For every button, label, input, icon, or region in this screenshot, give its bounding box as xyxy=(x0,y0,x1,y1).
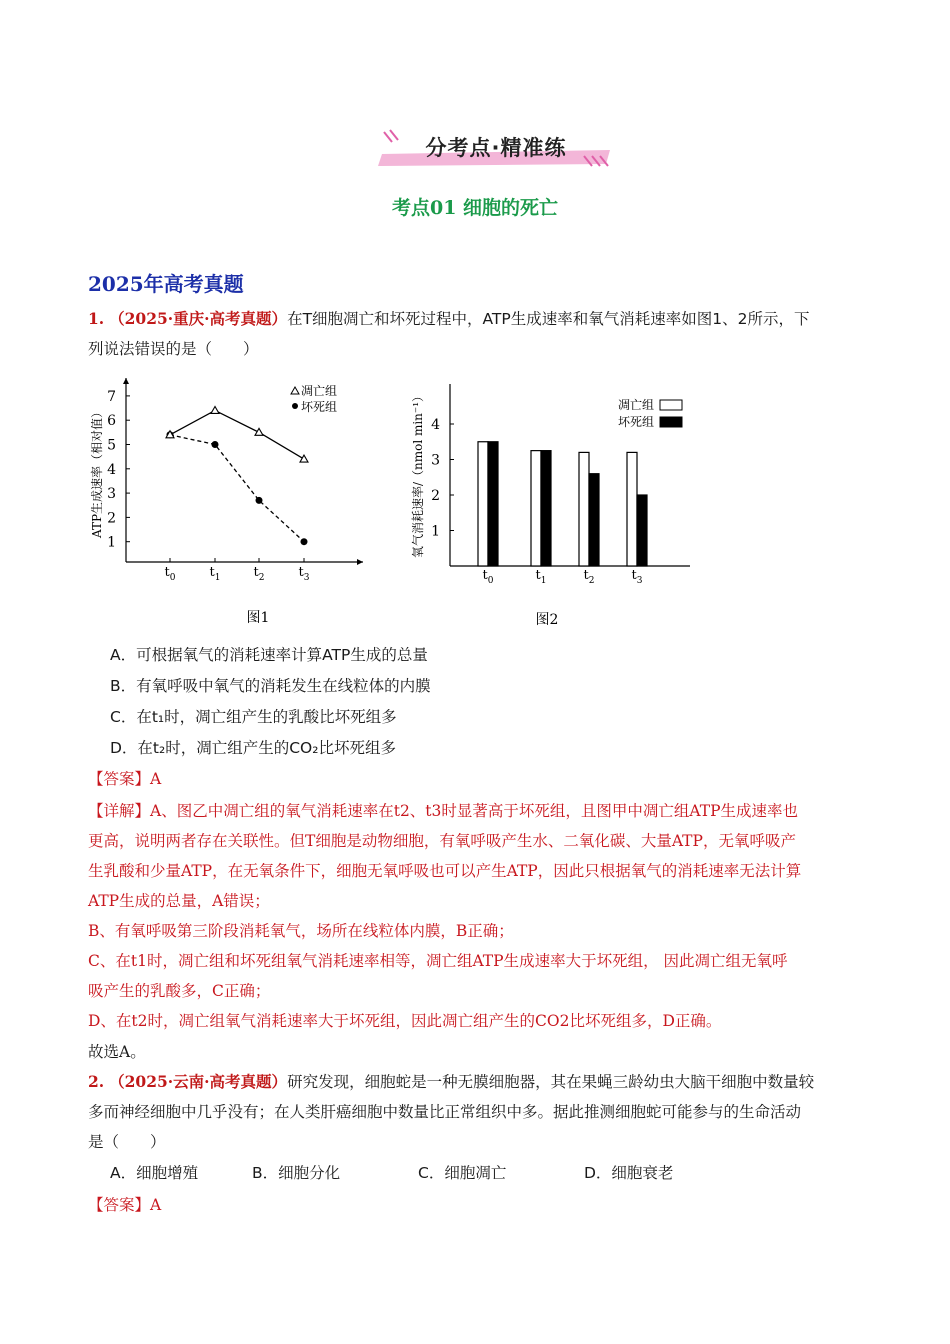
y-tick-label: 1 xyxy=(431,523,440,540)
option-d: D．在t₂时，凋亡组产生的CO₂比坏死组多 xyxy=(110,739,396,757)
y-tick-label: 2 xyxy=(431,488,440,504)
data-point-necrosis xyxy=(301,538,308,545)
y-axis-label: ATP生成速率（相对值） xyxy=(90,405,104,539)
y-tick-label: 2 xyxy=(107,510,116,527)
data-point-necrosis xyxy=(256,497,263,504)
bar-necrosis xyxy=(541,451,551,566)
explanation-line: 更高，说明两者存在关联性。但T细胞是动物细胞，有氧呼吸产生水、二氧化碳、大量ATP，无氧呼吸产 xyxy=(88,832,796,850)
explanation-block xyxy=(88,796,860,1036)
explanation-line: 生乳酸和少量ATP，在无氧条件下，细胞无氧呼吸也可以产生ATP，因此只根据氧气的消耗速率无法计算 xyxy=(88,862,802,880)
y-tick-label: 3 xyxy=(107,486,116,503)
y-tick-label: 5 xyxy=(107,437,116,454)
explanation-line: A、图乙中凋亡组的氧气消耗速率在t2、t3时显著高于坏死组，且图甲中凋亡组ATP生成速率也 xyxy=(150,802,799,820)
x-tick-label: $t_1$ xyxy=(209,565,221,583)
topic-title: 考点01 细胞的死亡 xyxy=(391,197,559,219)
bar-apoptosis xyxy=(579,452,589,566)
legend-label-apoptosis: 凋亡组 xyxy=(301,384,338,398)
question-stem-line: 在T细胞凋亡和坏死过程中，ATP生成速率和氧气消耗速率如图1、2所示，下 xyxy=(287,310,810,328)
bar-apoptosis xyxy=(627,452,637,566)
section-title: 2025年高考真题 xyxy=(88,272,244,296)
bar-apoptosis xyxy=(531,451,541,566)
data-point-apoptosis xyxy=(255,428,263,435)
bar-necrosis xyxy=(637,495,647,566)
legend-swatch-necrosis xyxy=(660,417,682,427)
figure-caption: 图1 xyxy=(246,610,270,626)
data-point-apoptosis xyxy=(300,455,308,462)
explanation-line: ATP生成的总量，A错误； xyxy=(88,892,270,910)
explanation-line: 吸产生的乳酸多，C正确； xyxy=(88,982,271,1000)
x-tick-label: $t_3$ xyxy=(631,568,643,586)
bar-necrosis xyxy=(488,442,498,566)
answer-label: 【答案】A xyxy=(88,1196,162,1214)
question-stem-line: 列说法错误的是（ ） xyxy=(88,340,259,358)
x-tick-label: $t_2$ xyxy=(253,565,265,583)
question-stem-line: 研究发现，细胞蛇是一种无膜细胞器，其在果蝇三龄幼虫大脑干细胞中数量较 xyxy=(287,1073,815,1091)
bar-apoptosis xyxy=(478,442,488,566)
legend-marker-necrosis xyxy=(292,403,298,409)
option-c: C．在t₁时，凋亡组产生的乳酸比坏死组多 xyxy=(110,708,397,726)
legend-label-necrosis: 坏死组 xyxy=(301,400,338,414)
legend-label-apoptosis: 凋亡组 xyxy=(617,398,654,412)
figure-1-line-chart xyxy=(88,372,378,632)
question-stem-line: 是（ ） xyxy=(88,1133,166,1151)
option-b: B．有氧呼吸中氧气的消耗发生在线粒体的内膜 xyxy=(110,677,431,695)
x-tick-label: $t_3$ xyxy=(298,565,310,583)
x-tick-label: $t_1$ xyxy=(535,568,547,586)
y-tick-label: 7 xyxy=(107,388,116,405)
question-stem-line: 多而神经细胞中几乎没有；在人类肝癌细胞中数量比正常组织中多。据此推测细胞蛇可能参与的生命活动 xyxy=(88,1103,802,1121)
question-number: 1. xyxy=(88,309,105,328)
y-axis-arrow xyxy=(123,378,129,384)
y-tick-label: 1 xyxy=(107,534,116,551)
figure-2-bar-chart xyxy=(404,366,704,636)
x-axis-arrow xyxy=(357,559,363,565)
y-tick-label: 3 xyxy=(431,452,440,469)
y-tick-label: 4 xyxy=(431,417,440,433)
bar-necrosis xyxy=(589,474,599,566)
explanation-line: D、在t2时，凋亡组氧气消耗速率大于坏死组，因此凋亡组产生的CO2比坏死组多，D正确。 xyxy=(88,1012,722,1030)
series-line-necrosis xyxy=(170,435,304,542)
legend-marker-apoptosis xyxy=(291,387,299,394)
y-axis-label: 氧气消耗速率/（nmol min⁻¹） xyxy=(411,389,425,559)
legend-swatch-apoptosis xyxy=(660,400,682,410)
option-b: B．细胞分化 xyxy=(252,1164,341,1182)
option-c: C．细胞凋亡 xyxy=(418,1164,507,1182)
question-1-stem xyxy=(88,304,860,364)
option-a: A．可根据氧气的消耗速率计算ATP生成的总量 xyxy=(110,646,428,664)
question-number: 2. xyxy=(88,1072,105,1091)
option-d: D．细胞衰老 xyxy=(584,1164,674,1182)
explanation-label: 【详解】 xyxy=(88,802,151,820)
data-point-necrosis xyxy=(212,441,219,448)
question-source: （2025·云南·高考真题） xyxy=(109,1072,288,1091)
x-tick-label: $t_2$ xyxy=(583,568,595,586)
y-tick-label: 6 xyxy=(107,413,116,430)
question-2-stem xyxy=(88,1067,860,1157)
legend-label-necrosis: 坏死组 xyxy=(617,415,654,429)
data-point-apoptosis xyxy=(211,406,219,413)
question-source: （2025·重庆·高考真题） xyxy=(109,309,288,328)
conclusion: 故选A。 xyxy=(88,1043,146,1061)
answer-label: 【答案】A xyxy=(88,770,162,788)
x-tick-label: $t_0$ xyxy=(164,565,176,583)
explanation-line: C、在t1时，凋亡组和坏死组氧气消耗速率相等，凋亡组ATP生成速率大于坏死组， 因此凋亡组无氧呼 xyxy=(88,952,788,970)
figure-caption: 图2 xyxy=(535,612,559,628)
explanation-line: B、有氧呼吸第三阶段消耗氧气，场所在线粒体内膜，B正确； xyxy=(88,922,514,940)
x-tick-label: $t_0$ xyxy=(482,568,494,586)
section-banner-title: 分考点·精准练 xyxy=(425,136,567,160)
option-a: A．细胞增殖 xyxy=(110,1164,199,1182)
y-tick-label: 4 xyxy=(107,461,116,478)
series-line-apoptosis xyxy=(170,410,304,459)
